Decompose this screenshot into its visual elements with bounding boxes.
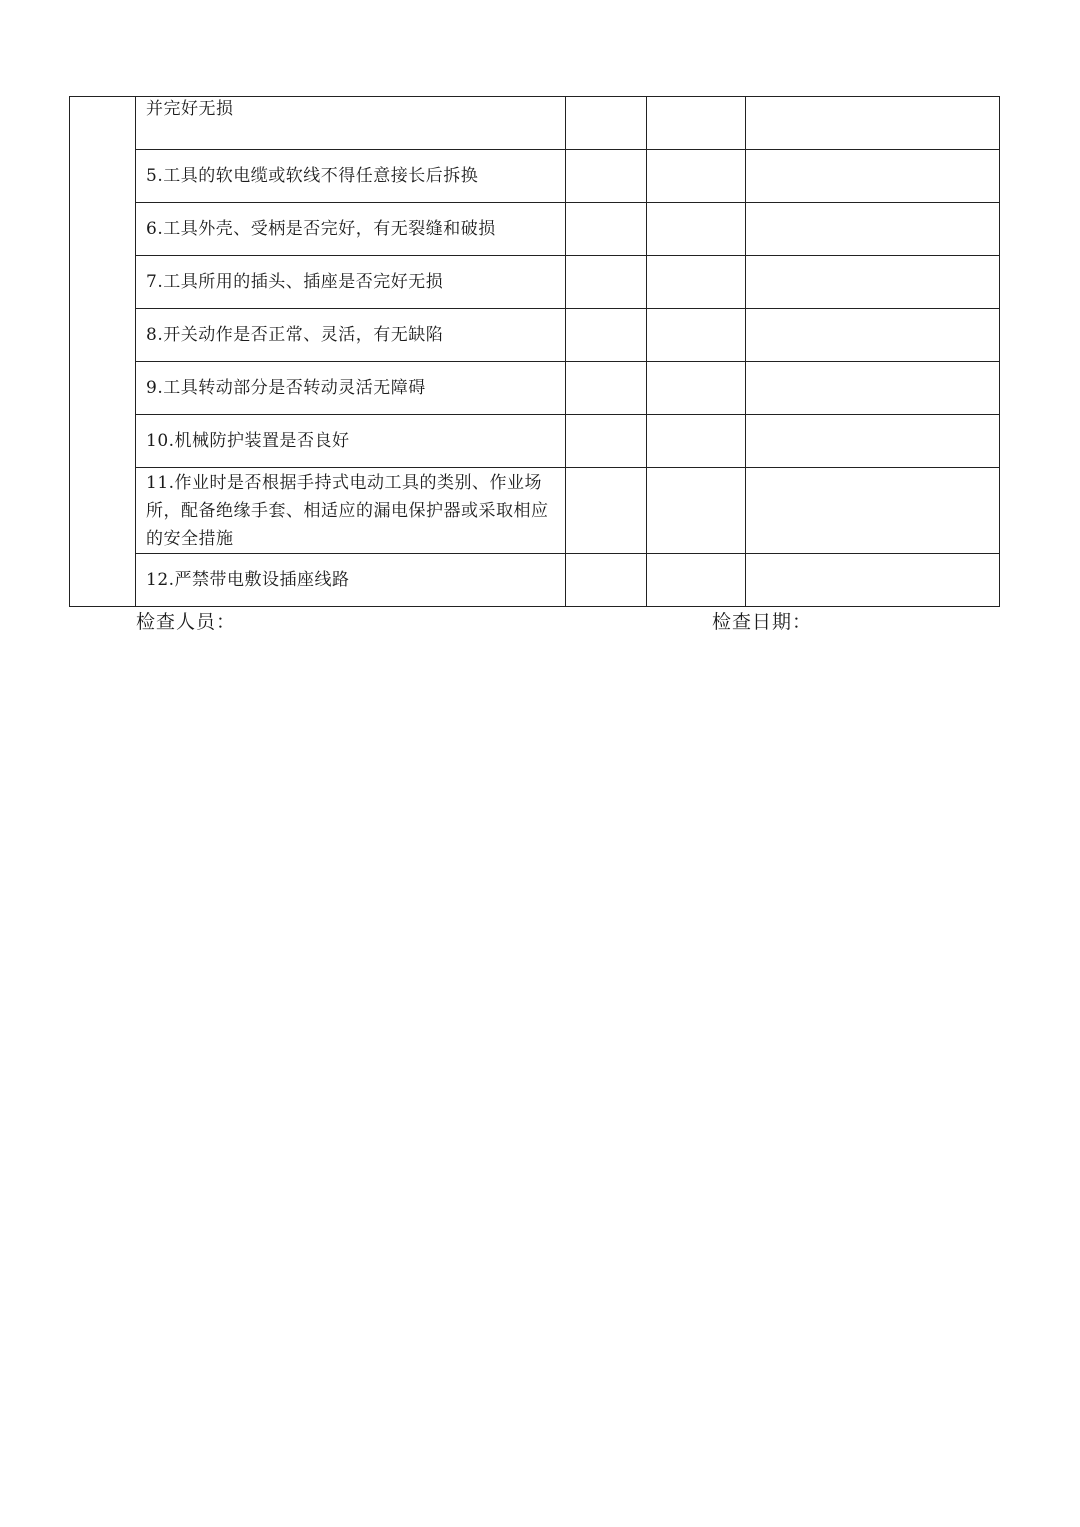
check-cell-a[interactable] bbox=[566, 97, 647, 150]
item-cell bbox=[136, 97, 566, 150]
check-cell-a[interactable] bbox=[566, 256, 647, 309]
inspector-label: 检查人员： bbox=[136, 611, 237, 633]
item-text: 9.工具转动部分是否转动灵活无障碍 bbox=[146, 378, 426, 398]
check-cell-b[interactable] bbox=[647, 362, 746, 415]
check-cell-a[interactable] bbox=[566, 468, 647, 554]
check-cell-b[interactable] bbox=[647, 468, 746, 554]
check-cell-a[interactable] bbox=[566, 150, 647, 203]
check-cell-a[interactable] bbox=[566, 309, 647, 362]
check-cell-b[interactable] bbox=[647, 554, 746, 607]
check-cell-a[interactable] bbox=[566, 362, 647, 415]
remarks-cell[interactable] bbox=[746, 415, 1000, 468]
table-row bbox=[70, 256, 1000, 309]
remarks-cell[interactable] bbox=[746, 362, 1000, 415]
remarks-cell[interactable] bbox=[746, 554, 1000, 607]
item-text: 11.作业时是否根据手持式电动工具的类别、作业场所，配备绝缘手套、相适应的漏电保护器或采取相应的安全措施 bbox=[146, 472, 549, 549]
check-cell-a[interactable] bbox=[566, 415, 647, 468]
remarks-cell[interactable] bbox=[746, 309, 1000, 362]
check-cell-b[interactable] bbox=[647, 415, 746, 468]
check-cell-b[interactable] bbox=[647, 256, 746, 309]
table-row bbox=[70, 362, 1000, 415]
table-row bbox=[70, 415, 1000, 468]
remarks-cell[interactable] bbox=[746, 468, 1000, 554]
table-row bbox=[70, 150, 1000, 203]
item-text: 8.开关动作是否正常、灵活，有无缺陷 bbox=[146, 325, 444, 345]
category-cell bbox=[70, 97, 136, 607]
inspection-date-label: 检查日期： bbox=[712, 611, 813, 633]
item-text: 并完好无损 bbox=[146, 99, 234, 119]
remarks-cell[interactable] bbox=[746, 203, 1000, 256]
item-cell bbox=[136, 309, 566, 362]
check-cell-a[interactable] bbox=[566, 554, 647, 607]
item-cell bbox=[136, 203, 566, 256]
item-cell bbox=[136, 554, 566, 607]
item-text: 6.工具外壳、受柄是否完好，有无裂缝和破损 bbox=[146, 219, 496, 239]
table-row bbox=[70, 309, 1000, 362]
inspection-table bbox=[69, 96, 1000, 607]
item-cell bbox=[136, 415, 566, 468]
remarks-cell[interactable] bbox=[746, 97, 1000, 150]
item-text: 10.机械防护装置是否良好 bbox=[146, 431, 350, 451]
check-cell-b[interactable] bbox=[647, 309, 746, 362]
check-cell-a[interactable] bbox=[566, 203, 647, 256]
table-row bbox=[70, 468, 1000, 554]
item-cell bbox=[136, 468, 566, 554]
table-row bbox=[70, 203, 1000, 256]
item-cell bbox=[136, 256, 566, 309]
table-row bbox=[70, 554, 1000, 607]
table-row bbox=[70, 97, 1000, 150]
item-cell bbox=[136, 362, 566, 415]
check-cell-b[interactable] bbox=[647, 150, 746, 203]
remarks-cell[interactable] bbox=[746, 150, 1000, 203]
remarks-cell[interactable] bbox=[746, 256, 1000, 309]
item-text: 5.工具的软电缆或软线不得任意接长后拆换 bbox=[146, 166, 479, 186]
check-cell-b[interactable] bbox=[647, 97, 746, 150]
item-text: 7.工具所用的插头、插座是否完好无损 bbox=[146, 272, 444, 292]
item-cell bbox=[136, 150, 566, 203]
check-cell-b[interactable] bbox=[647, 203, 746, 256]
item-text: 12.严禁带电敷设插座线路 bbox=[146, 570, 350, 590]
